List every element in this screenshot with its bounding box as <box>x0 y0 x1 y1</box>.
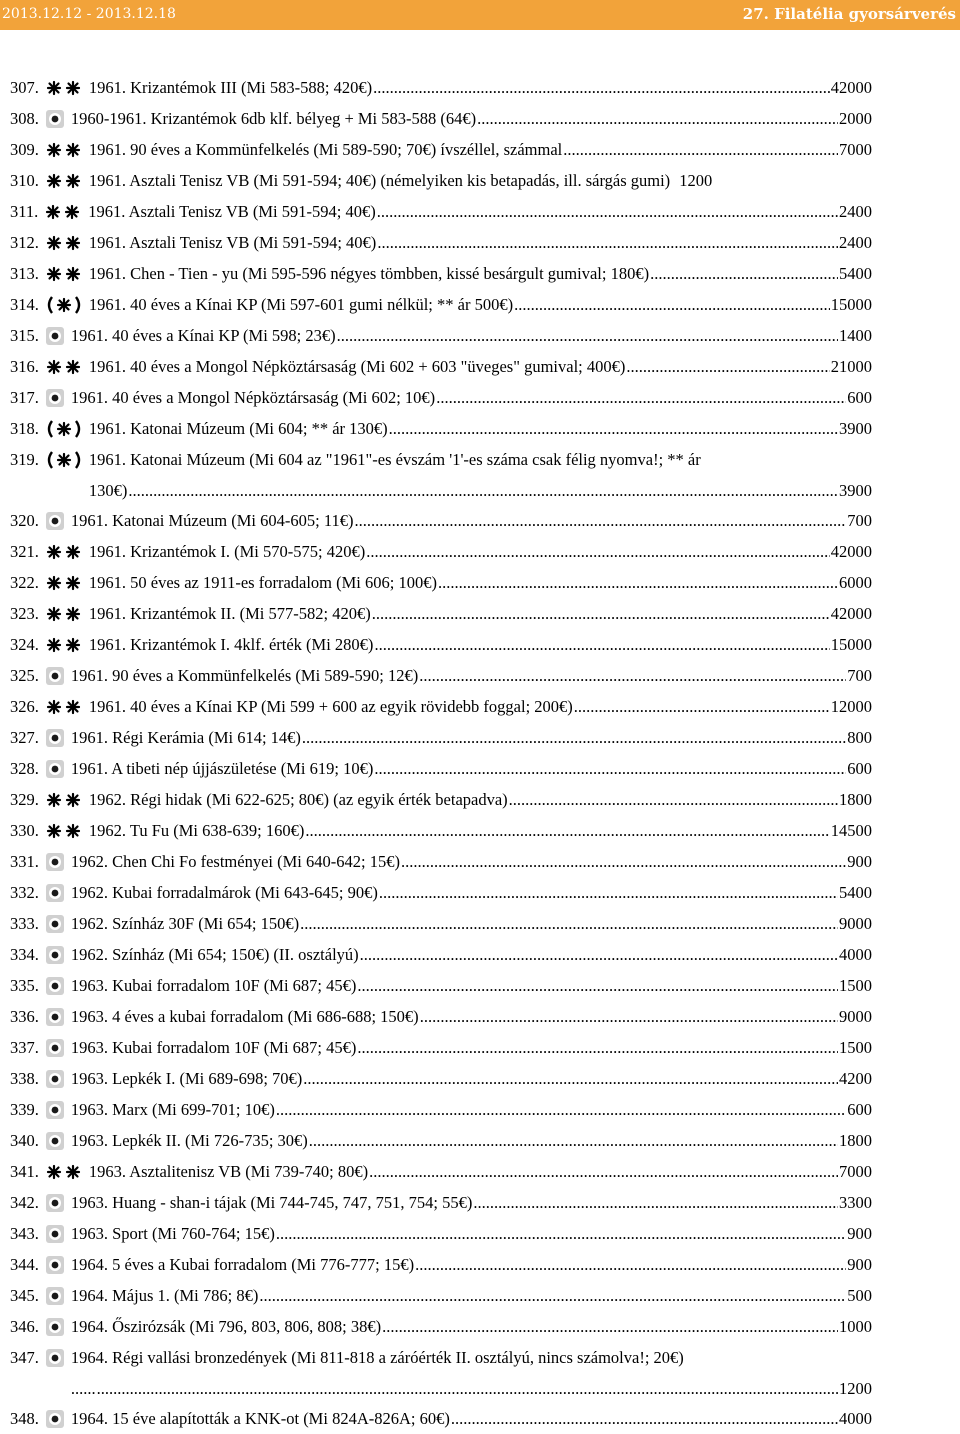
lot-content <box>89 413 872 444</box>
lot-row <box>10 72 872 103</box>
lot-description: 1964. Őszirózsák (Mi 796, 803, 806, 808; 38€) <box>70 1317 382 1336</box>
lot-description: 1964. 5 éves a Kubai forradalom (Mi 776-777; 15€) <box>70 1255 415 1274</box>
leader-dots <box>389 413 838 444</box>
lot-number: 346. <box>10 1317 39 1336</box>
lot-content <box>71 1249 872 1280</box>
leader-dots <box>97 1373 838 1404</box>
lot-content <box>89 258 872 289</box>
lot-price: 15000 <box>830 295 872 314</box>
no-gum-icon <box>45 289 83 320</box>
lot-content <box>71 320 872 351</box>
lot-row <box>10 846 872 877</box>
mint-stars-icon <box>45 598 83 629</box>
leader-dots <box>373 72 830 103</box>
lot-price: 600 <box>847 388 872 407</box>
lot-row <box>10 629 872 660</box>
no-gum-icon <box>45 413 83 444</box>
lot-row <box>10 970 872 1001</box>
leader-dots <box>436 382 846 413</box>
lot-content <box>89 691 872 722</box>
lot-price: 9000 <box>839 1007 872 1026</box>
lot-number: 313. <box>10 264 39 283</box>
mint-stars-icon <box>45 629 83 660</box>
leader-dots <box>379 877 838 908</box>
lot-number: 341. <box>10 1162 39 1181</box>
lot-description: 1962. Kubai forradalmárok (Mi 643-645; 90€) <box>70 883 378 902</box>
lot-description: 1963. 4 éves a kubai forradalom (Mi 686-688; 150€) <box>70 1007 419 1026</box>
lot-row <box>10 1125 872 1156</box>
lot-content <box>89 567 872 598</box>
used-stamp-icon <box>45 1342 65 1373</box>
used-stamp-icon <box>45 1032 65 1063</box>
lot-description: 1964. Régi vallási bronzedények (Mi 811-818 a záróérték II. osztályú, nincs számolva!; 20€) <box>70 1348 684 1367</box>
lot-description: 1961. 50 éves az 1911-es forradalom (Mi 606; 100€) <box>88 573 437 592</box>
leader-dots <box>357 1032 838 1063</box>
lot-content <box>71 1001 872 1032</box>
lot-price: 4200 <box>839 1069 872 1088</box>
lot-content <box>89 815 872 846</box>
lot-number: 338. <box>10 1069 39 1088</box>
lot-number: 310. <box>10 171 39 190</box>
lot-description: 1963. Sport (Mi 760-764; 15€) <box>70 1224 275 1243</box>
auction-dates: 2013.12.12 - 2013.12.18 <box>2 6 176 22</box>
leader-dots <box>369 1156 838 1187</box>
lot-number: 307. <box>10 78 39 97</box>
mint-stars-icon <box>45 258 83 289</box>
lot-description-continued: ...... <box>70 1379 96 1398</box>
lot-description: 1963. Huang - shan-i tájak (Mi 744-745, 747, 751, 754; 55€) <box>70 1193 473 1212</box>
lot-number: 340. <box>10 1131 39 1150</box>
lot-row <box>10 1094 872 1125</box>
leader-dots <box>514 289 830 320</box>
lot-price: 900 <box>847 1255 872 1274</box>
leader-dots <box>366 536 830 567</box>
lot-price: 1500 <box>839 1038 872 1057</box>
lot-content <box>89 784 872 815</box>
lot-row <box>10 815 872 846</box>
lot-number: 332. <box>10 883 39 902</box>
used-stamp-icon <box>45 660 65 691</box>
lot-number: 345. <box>10 1286 39 1305</box>
lot-description: 1961. Krizantémok I. (Mi 570-575; 420€) <box>88 542 366 561</box>
lot-content <box>71 846 872 877</box>
lot-content <box>71 1063 872 1094</box>
lot-content <box>71 1125 872 1156</box>
lot-price: 4000 <box>839 945 872 964</box>
lot-row <box>10 1311 872 1342</box>
leader-dots <box>415 1249 846 1280</box>
lot-row <box>10 103 872 134</box>
lot-row <box>10 598 872 629</box>
lot-number: 321. <box>10 542 39 561</box>
lot-content <box>71 660 872 691</box>
used-stamp-icon <box>45 908 65 939</box>
lot-number: 328. <box>10 759 39 778</box>
lot-row <box>10 289 872 320</box>
lot-number: 343. <box>10 1224 39 1243</box>
lot-price: 14500 <box>830 821 872 840</box>
lot-row <box>10 320 872 351</box>
lot-content <box>89 289 872 320</box>
lot-price: 2000 <box>839 109 872 128</box>
lot-number: 308. <box>10 109 39 128</box>
leader-dots <box>276 1094 846 1125</box>
lot-description: 1962. Tu Fu (Mi 638-639; 160€) <box>88 821 305 840</box>
lot-row <box>10 1280 872 1311</box>
lot-row <box>10 691 872 722</box>
lot-price: 5400 <box>839 264 872 283</box>
lot-row <box>10 444 872 505</box>
lot-content <box>89 444 872 506</box>
lot-description: 1963. Marx (Mi 699-701; 10€) <box>70 1100 275 1119</box>
lot-number: 334. <box>10 945 39 964</box>
used-stamp-icon <box>45 1218 65 1249</box>
lot-description: 1961. A tibeti nép újjászületése (Mi 619; 10€) <box>70 759 374 778</box>
lot-number: 327. <box>10 728 39 747</box>
lot-price: 700 <box>847 666 872 685</box>
auction-title: 27. Filatélia gyorsárverés <box>742 5 956 23</box>
lot-price: 5400 <box>839 883 872 902</box>
lot-row <box>10 722 872 753</box>
lot-number: 329. <box>10 790 39 809</box>
lot-row <box>10 258 872 289</box>
lot-description: 1964. Május 1. (Mi 786; 8€) <box>70 1286 259 1305</box>
lot-number: 314. <box>10 295 39 314</box>
lot-number: 311. <box>10 202 39 221</box>
leader-dots <box>309 1125 838 1156</box>
lot-row <box>10 1249 872 1280</box>
lot-price: 42000 <box>830 542 872 561</box>
lot-number: 337. <box>10 1038 39 1057</box>
lot-price: 12000 <box>830 697 872 716</box>
lot-content <box>71 1032 872 1063</box>
lot-price: 1000 <box>839 1317 872 1336</box>
lot-price: 3900 <box>839 419 872 438</box>
lot-description: 1962. Chen Chi Fo festményei (Mi 640-642; 15€) <box>70 852 400 871</box>
lot-row <box>10 1001 872 1032</box>
mint-stars-icon <box>45 165 83 196</box>
lot-description: 1963. Kubai forradalom 10F (Mi 687; 45€) <box>70 1038 357 1057</box>
used-stamp-icon <box>45 970 65 1001</box>
lot-description: 1964. 15 éve alapították a KNK-ot (Mi 824A-826A; 60€) <box>70 1409 450 1428</box>
lot-price: 15000 <box>830 635 872 654</box>
lot-description: 1961. 40 éves a Mongol Népköztársaság (Mi 602; 10€) <box>70 388 436 407</box>
leader-dots <box>626 351 829 382</box>
used-stamp-icon <box>45 1311 65 1342</box>
lot-description-continued: 130€) <box>88 481 128 500</box>
lot-price: 700 <box>847 511 872 530</box>
lot-content <box>89 629 872 660</box>
leader-dots <box>420 1001 838 1032</box>
lot-description: 1963. Lepkék II. (Mi 726-735; 30€) <box>70 1131 308 1150</box>
leader-dots <box>473 1187 838 1218</box>
lot-description: 1961. Krizantémok III (Mi 583-588; 420€) <box>88 78 373 97</box>
lot-price: 21000 <box>830 357 872 376</box>
lot-content <box>71 505 872 536</box>
leader-dots <box>401 846 846 877</box>
lot-row <box>10 1342 872 1403</box>
lot-content <box>71 939 872 970</box>
lot-number: 323. <box>10 604 39 623</box>
lot-content <box>71 877 872 908</box>
lot-price: 1400 <box>839 326 872 345</box>
lot-content <box>71 1342 872 1404</box>
lot-row <box>10 1187 872 1218</box>
lot-price: 600 <box>847 1100 872 1119</box>
mint-stars-icon <box>44 196 82 227</box>
lot-row <box>10 939 872 970</box>
lot-price: 42000 <box>830 78 872 97</box>
mint-stars-icon <box>45 351 83 382</box>
used-stamp-icon <box>45 382 65 413</box>
lot-number: 342. <box>10 1193 39 1212</box>
leader-dots <box>419 660 846 691</box>
page-header <box>0 0 960 30</box>
lot-description: 1961. Krizantémok II. (Mi 577-582; 420€) <box>88 604 371 623</box>
lot-row <box>10 877 872 908</box>
lot-price: 1800 <box>839 1131 872 1150</box>
lot-price: 6000 <box>839 573 872 592</box>
leader-dots <box>563 134 838 165</box>
leader-dots <box>438 567 838 598</box>
lot-list <box>10 72 872 1434</box>
lot-number: 331. <box>10 852 39 871</box>
leader-dots <box>477 103 838 134</box>
lot-number: 333. <box>10 914 39 933</box>
lot-content <box>71 1187 872 1218</box>
lot-number: 318. <box>10 419 39 438</box>
mint-stars-icon <box>45 227 83 258</box>
lot-row <box>10 1156 872 1187</box>
lot-content <box>71 722 872 753</box>
lot-content <box>89 227 872 258</box>
lot-price: 500 <box>847 1286 872 1305</box>
used-stamp-icon <box>45 1094 65 1125</box>
lot-description: 1961. 40 éves a Kínai KP (Mi 597-601 gumi nélkül; ** ár 500€) <box>88 295 514 314</box>
lot-content <box>71 103 872 134</box>
lot-row <box>10 196 872 227</box>
lot-number: 316. <box>10 357 39 376</box>
mint-stars-icon <box>45 784 83 815</box>
mint-stars-icon <box>45 536 83 567</box>
leader-dots <box>377 227 838 258</box>
lot-row <box>10 536 872 567</box>
lot-price: 4000 <box>839 1409 872 1428</box>
lot-content <box>71 1094 872 1125</box>
leader-dots <box>377 196 838 227</box>
lot-number: 347. <box>10 1348 39 1367</box>
leader-dots <box>302 722 846 753</box>
leader-dots <box>382 1311 838 1342</box>
lot-content <box>71 382 872 413</box>
lot-price: 900 <box>847 1224 872 1243</box>
lot-description: 1961. 40 éves a Kínai KP (Mi 599 + 600 az egyik rövidebb foggal; 200€) <box>88 697 573 716</box>
leader-dots <box>354 505 846 536</box>
used-stamp-icon <box>45 1001 65 1032</box>
leader-dots <box>337 320 838 351</box>
lot-description: 1961. Katonai Múzeum (Mi 604 az "1961"-es évszám '1'-es száma csak félig nyomva!; ** ár <box>88 450 701 469</box>
lot-price: 3300 <box>839 1193 872 1212</box>
lot-row <box>10 908 872 939</box>
lot-description: 1961. Chen - Tien - yu (Mi 595-596 négyes tömbben, kissé besárgult gumival; 180€) <box>88 264 650 283</box>
lot-description: 1960-1961. Krizantémok 6db klf. bélyeg + Mi 583-588 (64€) <box>70 109 477 128</box>
lot-content <box>71 970 872 1001</box>
lot-description: 1961. Asztali Tenisz VB (Mi 591-594; 40€) <box>88 233 377 252</box>
lot-row <box>10 134 872 165</box>
lot-price: 900 <box>847 852 872 871</box>
leader-dots <box>276 1218 846 1249</box>
lot-number: 322. <box>10 573 39 592</box>
lot-row <box>10 1218 872 1249</box>
lot-price: 7000 <box>839 1162 872 1181</box>
lot-row <box>10 227 872 258</box>
used-stamp-icon <box>45 877 65 908</box>
used-stamp-icon <box>45 1280 65 1311</box>
lot-price: 1200 <box>839 1379 872 1398</box>
lot-row <box>10 165 872 196</box>
lot-description: 1961. Asztali Tenisz VB (Mi 591-594; 40€) (némelyiken kis betapadás, ill. sárgás gumi) <box>88 171 671 190</box>
mint-stars-icon <box>45 72 83 103</box>
leader-dots <box>372 598 830 629</box>
leader-dots <box>303 1063 838 1094</box>
lot-description: 1961. Katonai Múzeum (Mi 604-605; 11€) <box>70 511 354 530</box>
lot-description: 1962. Színház (Mi 654; 150€) (II. osztályú) <box>70 945 359 964</box>
lot-price: 7000 <box>839 140 872 159</box>
lot-number: 325. <box>10 666 39 685</box>
lot-price: 800 <box>847 728 872 747</box>
lot-price: 1500 <box>839 976 872 995</box>
leader-dots <box>509 784 838 815</box>
used-stamp-icon <box>45 846 65 877</box>
leader-dots <box>305 815 829 846</box>
lot-row <box>10 505 872 536</box>
lot-number: 335. <box>10 976 39 995</box>
lot-content <box>89 165 872 196</box>
lot-row <box>10 1063 872 1094</box>
lot-price: 2400 <box>839 202 872 221</box>
lot-content <box>71 1280 872 1311</box>
leader-dots <box>650 258 838 289</box>
lot-description: 1961. Katonai Múzeum (Mi 604; ** ár 130€) <box>88 419 388 438</box>
leader-dots <box>300 908 838 939</box>
lot-number: 309. <box>10 140 39 159</box>
lot-number: 339. <box>10 1100 39 1119</box>
lot-number: 324. <box>10 635 39 654</box>
used-stamp-icon <box>45 722 65 753</box>
used-stamp-icon <box>45 505 65 536</box>
lot-content <box>71 753 872 784</box>
lot-row <box>10 567 872 598</box>
no-gum-icon <box>45 444 83 475</box>
lot-row <box>10 413 872 444</box>
lot-row <box>10 660 872 691</box>
used-stamp-icon <box>45 939 65 970</box>
lot-description: 1961. Krizantémok I. 4klf. érték (Mi 280€) <box>88 635 374 654</box>
lot-price: 600 <box>847 759 872 778</box>
lot-content <box>89 1156 872 1187</box>
lot-content <box>89 72 872 103</box>
lot-number: 319. <box>10 450 39 469</box>
lot-row <box>10 784 872 815</box>
leader-dots <box>574 691 830 722</box>
lot-number: 326. <box>10 697 39 716</box>
lot-row <box>10 382 872 413</box>
leader-dots <box>357 970 838 1001</box>
lot-row <box>10 351 872 382</box>
lot-number: 348. <box>10 1409 39 1428</box>
lot-number: 344. <box>10 1255 39 1274</box>
lot-content <box>71 1218 872 1249</box>
mint-stars-icon <box>45 691 83 722</box>
used-stamp-icon <box>45 103 65 134</box>
leader-dots <box>128 475 838 506</box>
used-stamp-icon <box>45 1187 65 1218</box>
lot-description: 1962. Régi hidak (Mi 622-625; 80€) (az egyik érték betapadva) <box>88 790 508 809</box>
lot-description: 1963. Lepkék I. (Mi 689-698; 70€) <box>70 1069 303 1088</box>
lot-price: 42000 <box>830 604 872 623</box>
used-stamp-icon <box>45 753 65 784</box>
lot-row <box>10 753 872 784</box>
lot-price: 1200 <box>679 171 713 190</box>
lot-number: 317. <box>10 388 39 407</box>
lot-content <box>89 598 872 629</box>
lot-price: 1800 <box>839 790 872 809</box>
lot-number: 330. <box>10 821 39 840</box>
lot-description: 1961. 40 éves a Kínai KP (Mi 598; 23€) <box>70 326 336 345</box>
lot-number: 320. <box>10 511 39 530</box>
lot-price: 3900 <box>839 481 872 500</box>
lot-description: 1963. Kubai forradalom 10F (Mi 687; 45€) <box>70 976 357 995</box>
lot-number: 336. <box>10 1007 39 1026</box>
mint-stars-icon <box>45 815 83 846</box>
lot-content <box>88 196 872 227</box>
used-stamp-icon <box>45 1063 65 1094</box>
lot-price: 9000 <box>839 914 872 933</box>
mint-stars-icon <box>45 567 83 598</box>
lot-description: 1962. Színház 30F (Mi 654; 150€) <box>70 914 300 933</box>
lot-description: 1961. 90 éves a Kommünfelkelés (Mi 589-590; 12€) <box>70 666 419 685</box>
lot-number: 315. <box>10 326 39 345</box>
leader-dots <box>374 629 829 660</box>
lot-content <box>89 536 872 567</box>
mint-stars-icon <box>45 134 83 165</box>
lot-description: 1961. Asztali Tenisz VB (Mi 591-594; 40€) <box>88 202 376 221</box>
lot-number: 312. <box>10 233 39 252</box>
used-stamp-icon <box>45 1125 65 1156</box>
used-stamp-icon <box>45 320 65 351</box>
leader-dots <box>360 939 838 970</box>
mint-stars-icon <box>45 1156 83 1187</box>
lot-content <box>71 908 872 939</box>
used-stamp-icon <box>45 1249 65 1280</box>
lot-content <box>89 134 872 165</box>
lot-description: 1961. 90 éves a Kommünfelkelés (Mi 589-590; 70€) ívszéllel, számmal <box>88 140 563 159</box>
lot-row <box>10 1032 872 1063</box>
lot-content <box>89 351 872 382</box>
lot-content <box>71 1311 872 1342</box>
leader-dots <box>374 753 846 784</box>
lot-price: 2400 <box>839 233 872 252</box>
lot-description: 1963. Asztalitenisz VB (Mi 739-740; 80€) <box>88 1162 369 1181</box>
lot-description: 1961. Régi Kerámia (Mi 614; 14€) <box>70 728 301 747</box>
leader-dots <box>259 1280 846 1311</box>
lot-description: 1961. 40 éves a Mongol Népköztársaság (Mi 602 + 603 "üveges" gumival; 400€) <box>88 357 626 376</box>
